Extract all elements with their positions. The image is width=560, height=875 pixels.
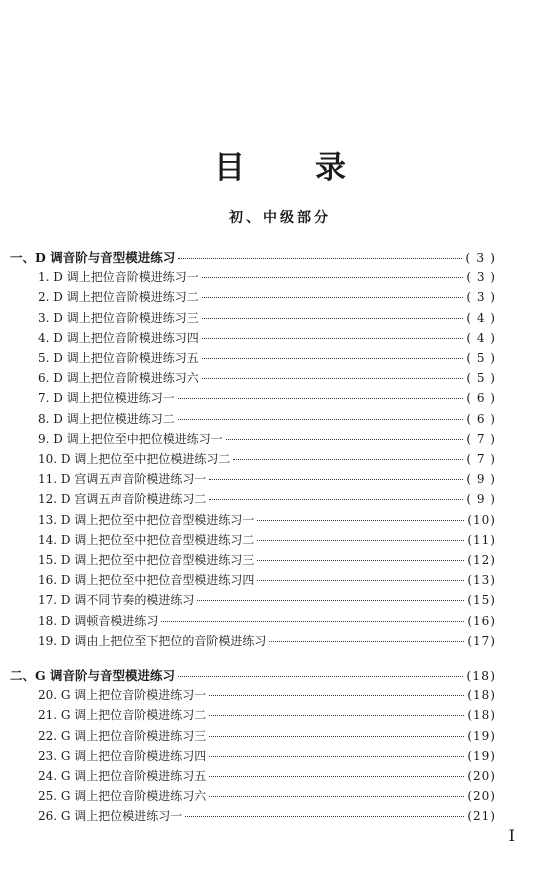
entry-page: ( 9 ) (466, 472, 496, 487)
dot-leader (178, 676, 463, 677)
section-heading: 二、G 调音阶与音型模进练习 (10, 668, 176, 683)
entry-page: ( 5 ) (466, 351, 496, 365)
dot-leader (202, 378, 464, 379)
entry-title: 2. D 调上把位音阶模进练习二 (38, 290, 199, 305)
toc-entry (38, 686, 496, 706)
entry-title: 5. D 调上把位音阶模进练习五 (38, 351, 199, 365)
entry-page: ( 5 ) (466, 371, 496, 386)
entry-title: 8. D 调上把位模进练习二 (38, 411, 175, 426)
toc-entry (38, 531, 496, 551)
dot-leader (209, 796, 464, 797)
entry-title: 25. G 调上把位音阶模进练习六 (38, 789, 207, 804)
title-char-1: 目 (214, 150, 245, 186)
toc-entry (38, 329, 496, 349)
toc-entry (38, 490, 496, 510)
entry-page: ( 6 ) (466, 391, 496, 406)
dot-leader (209, 715, 464, 716)
toc-entry (38, 612, 496, 632)
entry-title: 19. D 调由上把位至下把位的音阶模进练习 (38, 633, 267, 648)
dot-leader (226, 439, 464, 440)
entry-title: 13. D 调上把位至中把位音型模进练习一 (38, 512, 255, 527)
entry-page: (20) (467, 769, 496, 783)
toc-entry (38, 551, 496, 571)
dot-leader (185, 816, 464, 817)
toc-entry (38, 389, 496, 409)
section-heading-row (10, 666, 496, 686)
entry-title: 4. D 调上把位音阶模进练习四 (38, 330, 199, 345)
dot-leader (209, 736, 464, 737)
dot-leader (257, 580, 464, 581)
dot-leader (197, 600, 464, 601)
dot-leader (209, 499, 463, 500)
dot-leader (209, 756, 464, 757)
entry-title: 3. D 调上把位音阶模进练习三 (38, 310, 199, 325)
toc-entry (38, 470, 496, 490)
entry-title: 18. D 调顿音模进练习 (38, 613, 159, 628)
entry-title: 10. D 调上把位至中把位模进练习二 (38, 452, 231, 466)
dot-leader (178, 258, 462, 259)
dot-leader (202, 338, 464, 339)
entry-page: (12) (467, 553, 496, 567)
entry-title: 24. G 调上把位音阶模进练习五 (38, 769, 207, 783)
toc-entry (38, 747, 496, 767)
dot-leader (202, 318, 464, 319)
entry-page: (16) (467, 613, 496, 628)
entry-page: ( 7 ) (466, 452, 496, 466)
toc-entry (38, 369, 496, 389)
toc-entry (38, 571, 496, 591)
entry-page: ( 7 ) (466, 431, 496, 446)
entry-page: ( 6 ) (466, 411, 496, 426)
entry-title: 17. D 调不同节奏的模进练习 (38, 593, 195, 608)
toc-entry (38, 767, 496, 787)
dot-leader (209, 776, 464, 777)
toc-entry (38, 632, 496, 652)
toc-entry (38, 430, 496, 450)
dot-leader (178, 419, 464, 420)
entry-page: (18) (467, 708, 496, 723)
entry-page: (20) (467, 789, 496, 804)
title-char-2: 录 (315, 150, 346, 186)
dot-leader (161, 621, 464, 622)
entry-title: 9. D 调上把位至中把位模进练习一 (38, 431, 223, 446)
dot-leader (257, 540, 464, 541)
toc-entry (38, 511, 496, 531)
dot-leader (233, 459, 463, 460)
entry-title: 6. D 调上把位音阶模进练习六 (38, 371, 199, 386)
entry-title: 22. G 调上把位音阶模进练习三 (38, 728, 207, 743)
entry-page: ( 3 ) (465, 250, 496, 265)
entry-page: (17) (467, 633, 496, 648)
entry-title: 14. D 调上把位至中把位音型模进练习二 (38, 532, 255, 547)
page-title (0, 142, 560, 187)
toc-entry (38, 450, 496, 470)
toc-entry (38, 807, 496, 827)
entry-title: 12. D 宫调五声音阶模进练习二 (38, 492, 207, 507)
entry-title: 21. G 调上把位音阶模进练习二 (38, 708, 207, 723)
entry-page: (15) (467, 593, 496, 608)
entry-title: 16. D 调上把位至中把位音型模进练习四 (38, 573, 255, 588)
dot-leader (257, 560, 464, 561)
dot-leader (178, 398, 464, 399)
entry-page: (18) (466, 668, 496, 683)
entry-page: ( 4 ) (466, 330, 496, 345)
dot-leader (202, 297, 464, 298)
entry-page: (19) (467, 748, 496, 763)
entry-page: ( 9 ) (466, 492, 496, 507)
toc-entry (38, 288, 496, 308)
toc-entry (38, 591, 496, 611)
toc-entry (38, 727, 496, 747)
entry-page: (13) (467, 573, 496, 588)
entry-title: 7. D 调上把位模进练习一 (38, 391, 175, 406)
entry-page: (11) (467, 532, 496, 547)
dot-leader (269, 641, 464, 642)
toc-entry (38, 309, 496, 329)
entry-title: 20. G 调上把位音阶模进练习一 (38, 688, 207, 703)
entry-page: (10) (467, 512, 496, 527)
toc-entry (38, 349, 496, 369)
section-heading-row (10, 248, 496, 268)
dot-leader (209, 479, 463, 480)
part-label: 初、中级部分 (229, 210, 331, 226)
toc-entry (38, 268, 496, 288)
dot-leader (257, 520, 464, 521)
dot-leader (209, 695, 464, 696)
entry-page: ( 4 ) (466, 310, 496, 325)
entry-title: 15. D 调上把位至中把位音型模进练习三 (38, 553, 255, 567)
dot-leader (202, 358, 464, 359)
dot-leader (202, 277, 464, 278)
entry-title: 23. G 调上把位音阶模进练习四 (38, 748, 207, 763)
toc-entry (38, 706, 496, 726)
toc-entry (38, 410, 496, 430)
section-heading: 一、D 调音阶与音型模进练习 (10, 250, 176, 265)
entry-page: (19) (467, 728, 496, 743)
entry-title: 26. G 调上把位模进练习一 (38, 809, 183, 824)
entry-page: ( 3 ) (466, 270, 496, 285)
entry-page: ( 3 ) (466, 290, 496, 305)
toc-entry (38, 787, 496, 807)
page-number: I (508, 826, 515, 845)
entry-title: 11. D 宫调五声音阶模进练习一 (38, 472, 207, 487)
entry-page: (18) (467, 688, 496, 703)
entry-title: 1. D 调上把位音阶模进练习一 (38, 270, 199, 285)
entry-page: (21) (467, 809, 496, 824)
